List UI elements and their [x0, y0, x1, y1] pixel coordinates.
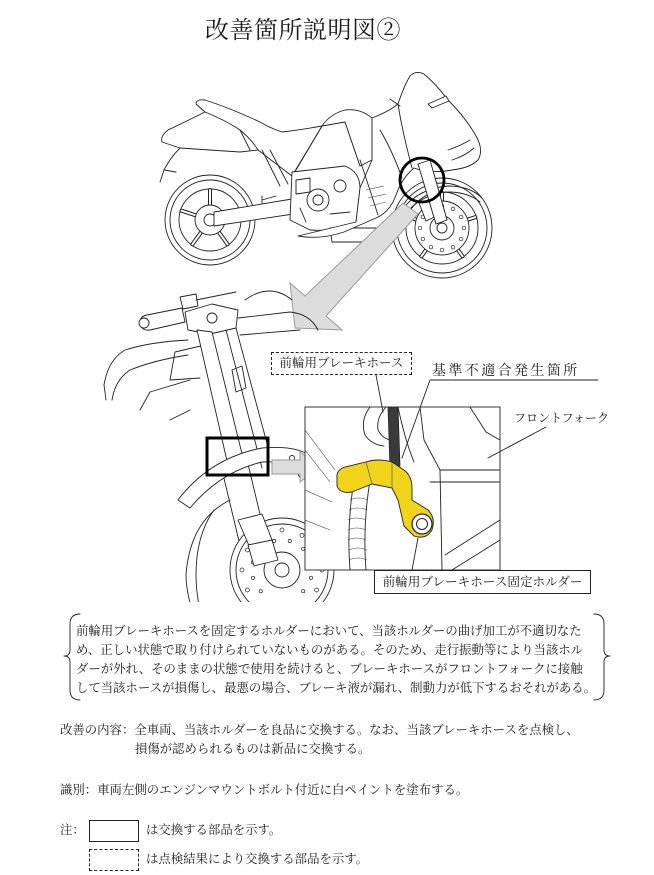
description-line: して当該ホースが損傷し、最悪の場合、ブレーキ液が漏れ、制動力が低下するおそれがある。 — [76, 681, 597, 695]
identification-text: 識別：車両左側のエンジンマウントボルト付近に白ペイントを塗布する。 — [60, 783, 469, 797]
description-line: ダーが外れ、そのままの状態で使用を続けると、ブレーキホースがフロントフォークに接触 — [76, 662, 583, 676]
improvement-line: 損傷が認められるものは新品に交換する。 — [135, 742, 371, 756]
hose-holder-label: 前輪用ブレーキホース固定ホルダー — [374, 570, 591, 594]
defect-location-label: 基準不適合発生箇所 — [432, 364, 580, 379]
zoom-inset — [305, 407, 500, 570]
description-line: め、正しい状態で取り付けられていないものがある。そのため、走行振動等により当該ホル — [76, 643, 584, 657]
inspected-part-legend-text: は点検結果により交換する部品を示す。 — [146, 852, 369, 866]
brake-hose-label: 前輪用ブレーキホース — [271, 352, 412, 375]
brake-hose — [388, 407, 400, 468]
improvement-line: 全車両、当該ホルダーを良品に交換する。なお、当該ブレーキホースを点検し、 — [134, 723, 579, 737]
improvement-label: 改善の内容： — [60, 723, 135, 737]
improvement-section — [60, 721, 579, 740]
page-title: 改善箇所説明図② — [205, 18, 401, 44]
inspected-part-legend-box — [89, 849, 139, 871]
fork-tube — [197, 330, 246, 474]
notes-prefix: 注： — [60, 823, 85, 837]
engine — [290, 166, 360, 230]
fuel-tank — [322, 110, 372, 166]
replaced-part-legend-text: は交換する部品を示す。 — [146, 823, 282, 837]
replaced-part-legend-box — [89, 820, 139, 842]
front-fork-label: フロントフォーク — [514, 411, 610, 425]
defect-description — [76, 622, 602, 698]
description-line: 前輪用ブレーキホースを固定するホルダーにおいて、当該ホルダーの曲げ加工が不適切なた — [76, 624, 582, 638]
